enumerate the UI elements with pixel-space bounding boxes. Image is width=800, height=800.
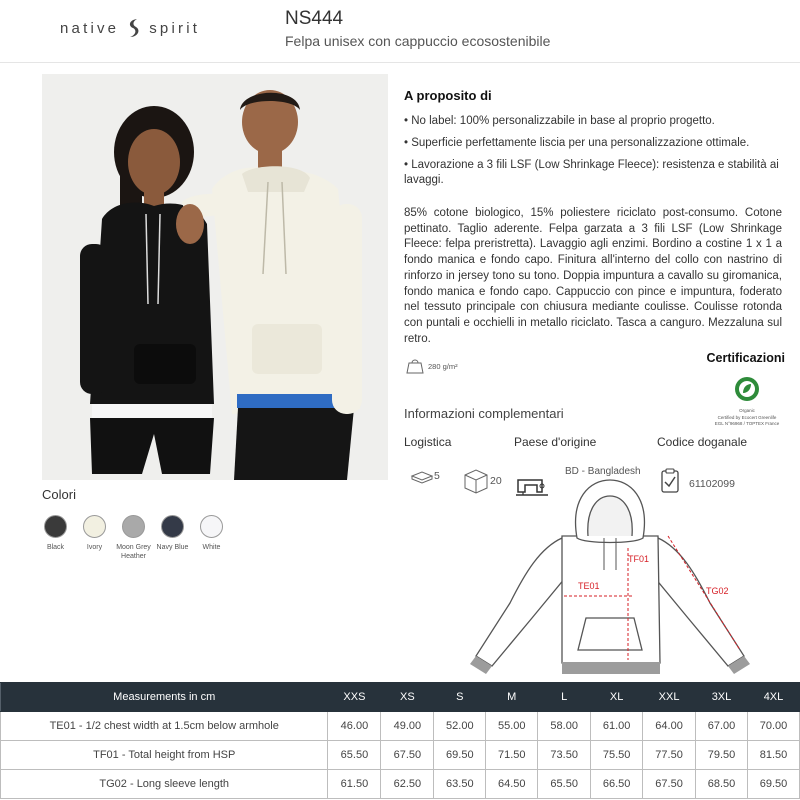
table-cell: 70.00 <box>747 712 799 741</box>
table-header-size: XXL <box>643 683 696 712</box>
table-cell: 64.50 <box>486 770 538 799</box>
feature-bullets <box>404 114 784 195</box>
feature-bullet: • Lavorazione a 3 fili LSF (Low Shrinkage Fleece): resistenza e stabilità ai lavaggi. <box>404 159 779 186</box>
origin-label: Paese d'origine <box>514 435 597 449</box>
pack-small-value: 5 <box>434 470 440 482</box>
swatch-label: Ivory <box>86 544 103 551</box>
brand-name-right: spirit <box>149 19 201 37</box>
cert-line-3: EGL N°96968 / TOPTEX France <box>714 421 780 426</box>
table-cell: 64.00 <box>643 712 696 741</box>
table-cell: 67.00 <box>696 712 748 741</box>
table-cell: 46.00 <box>328 712 381 741</box>
table-cell: 61.50 <box>328 770 381 799</box>
table-cell: 79.50 <box>696 741 748 770</box>
color-swatches <box>36 515 231 561</box>
table-cell: 58.00 <box>538 712 591 741</box>
size-diagram <box>470 478 760 678</box>
about-title: A proposito di <box>404 88 492 103</box>
swatch-dot <box>122 515 145 538</box>
table-cell: 63.50 <box>434 770 486 799</box>
table-cell: 68.50 <box>696 770 748 799</box>
swatch-label: White <box>202 544 221 551</box>
brand-name-left: native <box>60 19 120 37</box>
diagram-label-height: TF01 <box>628 554 650 564</box>
swatch-label: Moon Grey Heather <box>116 544 151 560</box>
fabric-weight-value: 280 g/m² <box>428 361 458 371</box>
table-header-size: 3XL <box>696 683 748 712</box>
table-cell: 73.50 <box>538 741 591 770</box>
swatch-dot <box>200 515 223 538</box>
table-row <box>1 712 800 741</box>
weight-icon <box>406 358 424 374</box>
swatch-white[interactable] <box>192 515 231 561</box>
product-subtitle: Felpa unisex con cappuccio ecosostenibile <box>285 33 551 49</box>
table-cell: 55.00 <box>486 712 538 741</box>
diagram-label-chest: TE01 <box>578 581 600 591</box>
cert-line-1: Organic <box>739 408 755 413</box>
table-cell: 62.50 <box>381 770 434 799</box>
table-header-size: L <box>538 683 591 712</box>
table-cell: 65.50 <box>328 741 381 770</box>
table-row <box>1 770 800 799</box>
organic-certification <box>712 376 782 427</box>
fabric-weight <box>406 358 458 374</box>
table-cell: 67.50 <box>643 770 696 799</box>
logistics-label: Logistica <box>404 435 452 449</box>
table-cell: 77.50 <box>643 741 696 770</box>
table-header-size: XL <box>591 683 643 712</box>
colors-title: Colori <box>42 487 76 502</box>
customs-label: Codice doganale <box>657 435 748 449</box>
header-divider <box>0 62 800 63</box>
table-row-label: TF01 - Total height from HSP <box>1 741 328 770</box>
product-photo <box>42 74 388 480</box>
models-illustration <box>42 74 388 480</box>
table-row <box>1 741 800 770</box>
size-table <box>0 682 800 799</box>
product-description: 85% cotone biologico, 15% poliestere riciclato post-consumo. Cotone pettinato. Taglio aderente. Felpa garzata a 3 fili LSF (Low Shrinkage Fleece: felpa preristretta). Lavaggio agli enzimi. Bordino a costine 1 x 1 a fondo manica e fondo capo. Finitura all'interno del collo con nastrino di rinforzo in jersey tono su tono. Doppia impuntura a cavallo su giromanica, fondo manica e fondo capo. Cappuccio con pince e impuntura, foderato nel tessuto principale con chiusura mediante coulisse. Coulisse rotonda con puntali e occhielli in metallo riciclato. Tasca a canguro. Mezzaluna sul retro. <box>404 207 782 345</box>
feature-bullet: • Superficie perfettamente liscia per una personalizzazione ottimale. <box>404 137 750 149</box>
table-cell: 61.00 <box>591 712 643 741</box>
feature-bullet: • No label: 100% personalizzabile in base al proprio progetto. <box>404 115 715 127</box>
pack-small <box>410 468 440 484</box>
table-row-label: TE01 - 1/2 chest width at 1.5cm below armhole <box>1 712 328 741</box>
swatch-label: Black <box>46 544 65 551</box>
cert-line-2: Certified by Ecocert Greenlife <box>717 414 777 420</box>
table-cell: 65.50 <box>538 770 591 799</box>
table-header-size: M <box>486 683 538 712</box>
pack-carton-value: 20 <box>490 475 502 487</box>
brand-logo <box>60 18 200 38</box>
table-header-size: XS <box>381 683 434 712</box>
table-cell: 71.50 <box>486 741 538 770</box>
swatch-navy-blue[interactable] <box>153 515 192 561</box>
table-row-label: TG02 - Long sleeve length <box>1 770 328 799</box>
table-cell: 52.00 <box>434 712 486 741</box>
swatch-label: Navy Blue <box>156 544 189 551</box>
origin-value: BD - Bangladesh <box>565 466 641 477</box>
diagram-label-sleeve: TG02 <box>706 586 729 596</box>
certifications-title: Certificazioni <box>706 351 785 365</box>
swatch-dot <box>44 515 67 538</box>
table-header-size: XXS <box>328 683 381 712</box>
table-header-size: S <box>434 683 486 712</box>
swatch-black[interactable] <box>36 515 75 561</box>
table-cell: 81.50 <box>747 741 799 770</box>
table-cell: 49.00 <box>381 712 434 741</box>
swatch-dot <box>83 515 106 538</box>
table-cell: 75.50 <box>591 741 643 770</box>
swatch-ivory[interactable] <box>75 515 114 561</box>
table-header-measurements: Measurements in cm <box>1 683 328 712</box>
table-header-row <box>1 683 800 712</box>
table-cell: 66.50 <box>591 770 643 799</box>
table-cell: 69.50 <box>747 770 799 799</box>
info-title: Informazioni complementari <box>404 406 564 421</box>
table-cell: 69.50 <box>434 741 486 770</box>
gots-logo-icon <box>734 376 760 402</box>
brand-swirl-icon <box>125 18 143 38</box>
customs-value: 61102099 <box>689 478 735 490</box>
swatch-moon-grey-heather[interactable] <box>114 515 153 561</box>
table-cell: 67.50 <box>381 741 434 770</box>
table-header-size: 4XL <box>747 683 799 712</box>
polybag-icon <box>410 468 434 484</box>
swatch-dot <box>161 515 184 538</box>
product-code: NS444 <box>285 8 344 29</box>
